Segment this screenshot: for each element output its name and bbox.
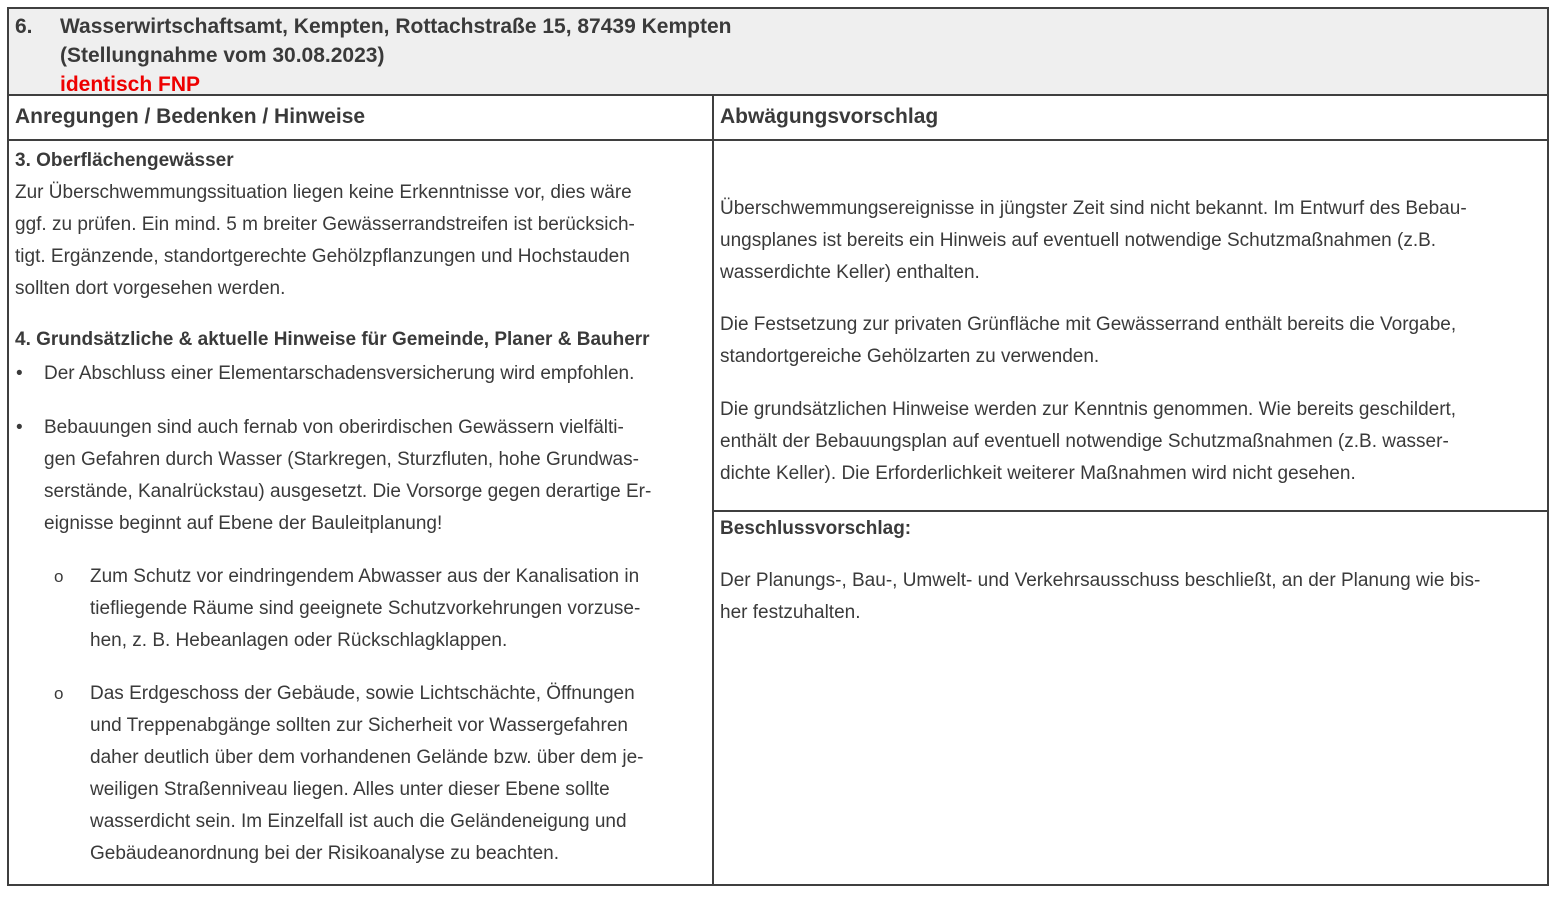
text-line: sollten dort vorgesehen werden.	[15, 278, 286, 299]
statement-date-line: (Stellungnahme vom 30.08.2023)	[60, 44, 385, 67]
weighing-cell	[720, 141, 1542, 490]
hollow-bullet-icon: o	[54, 567, 64, 586]
list-item	[15, 412, 705, 540]
bullet-icon: •	[16, 363, 23, 384]
text-line: Das Erdgeschoss der Gebäude, sowie Lichtschächte, Öffnungen	[90, 683, 635, 704]
statement-source	[60, 12, 731, 99]
text-line: wasserdicht sein. Im Einzelfall ist auch die Geländeneigung und	[90, 811, 627, 832]
section-title-general-notes: 4. Grundsätzliche & aktuelle Hinweise für Gemeinde, Planer & Bauherr	[15, 329, 650, 350]
text-line: tigt. Ergänzende, standortgerechte Gehölzpflanzungen und Hochstauden	[15, 246, 630, 267]
comments-cell	[15, 141, 705, 870]
identical-note: identisch FNP	[60, 73, 201, 96]
text-line: ungsplanes ist bereits ein Hinweis auf eventuell notwendige Schutzmaßnahmen (z.B.	[720, 230, 1437, 251]
statement-number: 6.	[15, 15, 33, 38]
section3-paragraph	[15, 177, 705, 305]
resolution-title: Beschlussvorschlag:	[720, 518, 912, 539]
weighing-paragraph	[720, 193, 1542, 289]
column-header-row	[9, 96, 1547, 141]
text-line: gen Gefahren durch Wasser (Starkregen, Sturzfluten, hohe Grundwas-	[44, 449, 639, 470]
text-line: Der Planungs-, Bau-, Umwelt- und Verkehrsausschuss beschließt, an der Planung wie bis-	[720, 570, 1481, 591]
text-line: Gebäudeanordnung bei der Risikoanalyse zu beachten.	[90, 843, 559, 864]
text-line: her festzuhalten.	[720, 602, 861, 623]
text-line: enthält der Bebauungsplan auf eventuell notwendige Schutzmaßnahmen (z.B. wasser-	[720, 431, 1449, 452]
resolution-paragraph	[720, 565, 1542, 629]
authority-line: Wasserwirtschaftsamt, Kempten, Rottachstraße 15, 87439 Kempten	[60, 15, 732, 38]
section-title-surface-water: 3. Oberflächengewässer	[15, 150, 234, 171]
text-line: Zur Überschwemmungssituation liegen keine Erkenntnisse vor, dies wäre	[15, 182, 632, 203]
text-line: Bebauungen sind auch fernab von oberirdischen Gewässern vielfälti-	[44, 417, 624, 438]
statement-table	[7, 7, 1549, 886]
text-line: tiefliegende Räume sind geeignete Schutzvorkehrungen vorzuse-	[90, 598, 641, 619]
sub-list-item	[15, 678, 705, 870]
column-divider	[712, 96, 714, 884]
text-line: eignisse beginnt auf Ebene der Bauleitplanung!	[44, 513, 443, 534]
text-line: weiligen Straßenniveau liegen. Alles unter dieser Ebene sollte	[90, 779, 610, 800]
text-line: ggf. zu prüfen. Ein mind. 5 m breiter Gewässerrandstreifen ist berücksich-	[15, 214, 635, 235]
text-line: und Treppenabgänge sollten zur Sicherheit vor Wassergefahren	[90, 715, 628, 736]
list-item	[15, 358, 705, 390]
weighing-paragraph	[720, 394, 1542, 490]
weighing-paragraph	[720, 309, 1542, 373]
text-line: Die grundsätzlichen Hinweise werden zur Kenntnis genommen. Wie bereits geschildert,	[720, 399, 1457, 420]
text-line: wasserdichte Keller) enthalten.	[720, 262, 980, 283]
text-line: daher deutlich über dem vorhandenen Gelände bzw. über dem je-	[90, 747, 644, 768]
text-line: Der Abschluss einer Elementarschadensversicherung wird empfohlen.	[44, 363, 635, 384]
hollow-bullet-icon: o	[54, 684, 64, 703]
text-line: dichte Keller). Die Erforderlichkeit weiterer Maßnahmen wird nicht gesehen.	[720, 463, 1356, 484]
sub-list-item	[15, 561, 705, 657]
text-line: Zum Schutz vor eindringendem Abwasser aus der Kanalisation in	[90, 566, 640, 587]
column-title-comments: Anregungen / Bedenken / Hinweise	[15, 105, 366, 128]
text-line: serstände, Kanalrückstau) ausgesetzt. Die Vorsorge gegen derartige Er-	[44, 481, 652, 502]
text-line: Überschwemmungsereignisse in jüngster Zeit sind nicht bekannt. Im Entwurf des Bebau-	[720, 198, 1467, 219]
resolution-cell	[720, 512, 1542, 629]
text-line: Die Festsetzung zur privaten Grünfläche mit Gewässerrand enthält bereits die Vorgabe,	[720, 314, 1457, 335]
statement-header	[9, 9, 1547, 96]
column-title-weighing: Abwägungsvorschlag	[720, 105, 939, 128]
bullet-icon: •	[16, 417, 23, 438]
text-line: standortgereiche Gehölzarten zu verwenden.	[720, 346, 1100, 367]
text-line: hen, z. B. Hebeanlagen oder Rückschlagklappen.	[90, 630, 508, 651]
